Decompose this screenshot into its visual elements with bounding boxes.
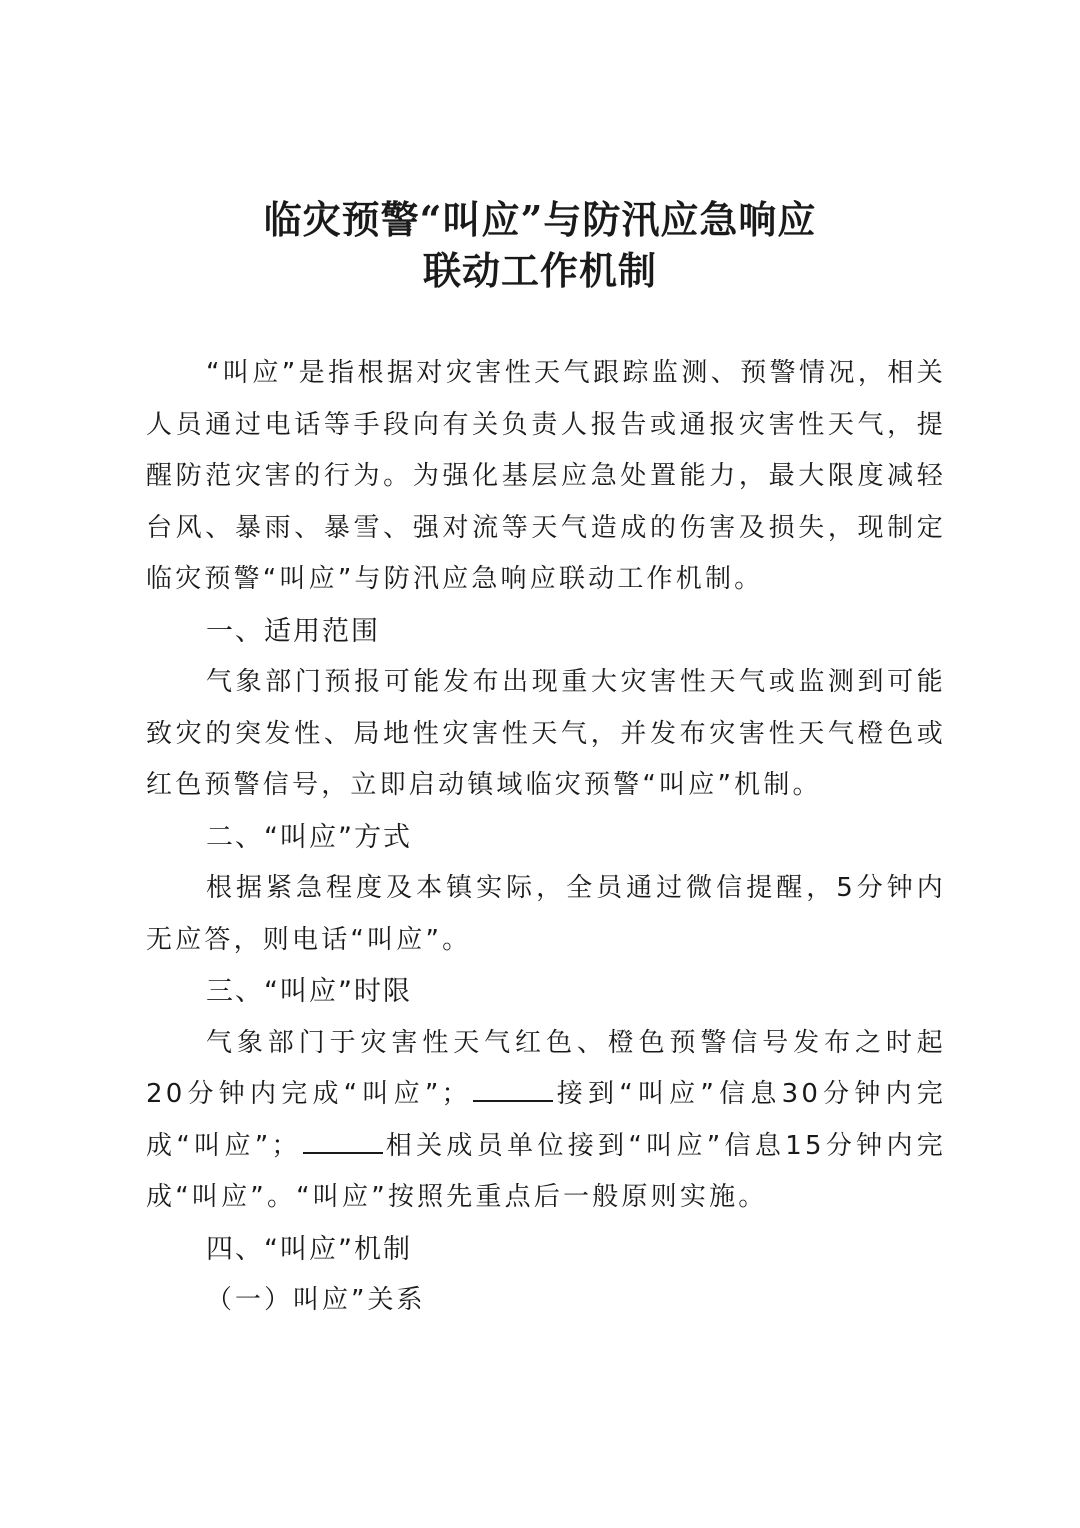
subsection-heading-relationship: （一）叫应”关系 bbox=[206, 1285, 426, 1315]
blank-underline-2 bbox=[303, 1122, 383, 1154]
document-title-line1: 临灾预警“叫应”与防汛应急响应 bbox=[263, 197, 817, 242]
intro-paragraph: “叫应”是指根据对灾害性天气跟踪监测、预警情况，相关人员通过电话等手段向有关负责人报告或通报灾害性天气，提醒防范灾害的行为。为强化基层应急处置能力，最大限度减轻台风、暴雨、暴雪、强对流等天气造成的伤害及损失，现制定临灾预警“叫应”与防汛应急响应联动工作机制。 bbox=[146, 358, 946, 594]
document-body bbox=[146, 348, 946, 1327]
section-heading-mechanism: 四、“叫应”机制 bbox=[206, 1233, 412, 1265]
time-limit-part3: 相关成员单位接到“叫应”信息15分钟内完成“叫应”。“叫应”按照先重点后一般原则实施。 bbox=[146, 1130, 947, 1212]
time-limit-part2: 接到“叫应”信息30分钟内完成“叫应”； bbox=[146, 1079, 946, 1161]
section-text-time-limit bbox=[146, 1018, 946, 1224]
section-heading-method: 二、“叫应”方式 bbox=[206, 821, 412, 853]
document-title-line2: 联动工作机制 bbox=[422, 248, 657, 293]
section-text-method: 根据紧急程度及本镇实际，全员通过微信提醒，5分钟内无应答，则电话“叫应”。 bbox=[146, 873, 946, 955]
time-limit-part1: 气象部门于灾害性天气红色、橙色预警信号发布之时起20分钟内完成“叫应”； bbox=[146, 1027, 946, 1109]
blank-underline-1 bbox=[473, 1070, 553, 1102]
section-text-scope: 气象部门预报可能发布出现重大灾害性天气或监测到可能致灾的突发性、局地性灾害性天气，并发布灾害性天气橙色或红色预警信号，立即启动镇域临灾预警“叫应”机制。 bbox=[146, 667, 946, 800]
section-heading-time-limit: 三、“叫应”时限 bbox=[206, 976, 412, 1007]
section-heading-scope: 一、适用范围 bbox=[206, 615, 380, 647]
